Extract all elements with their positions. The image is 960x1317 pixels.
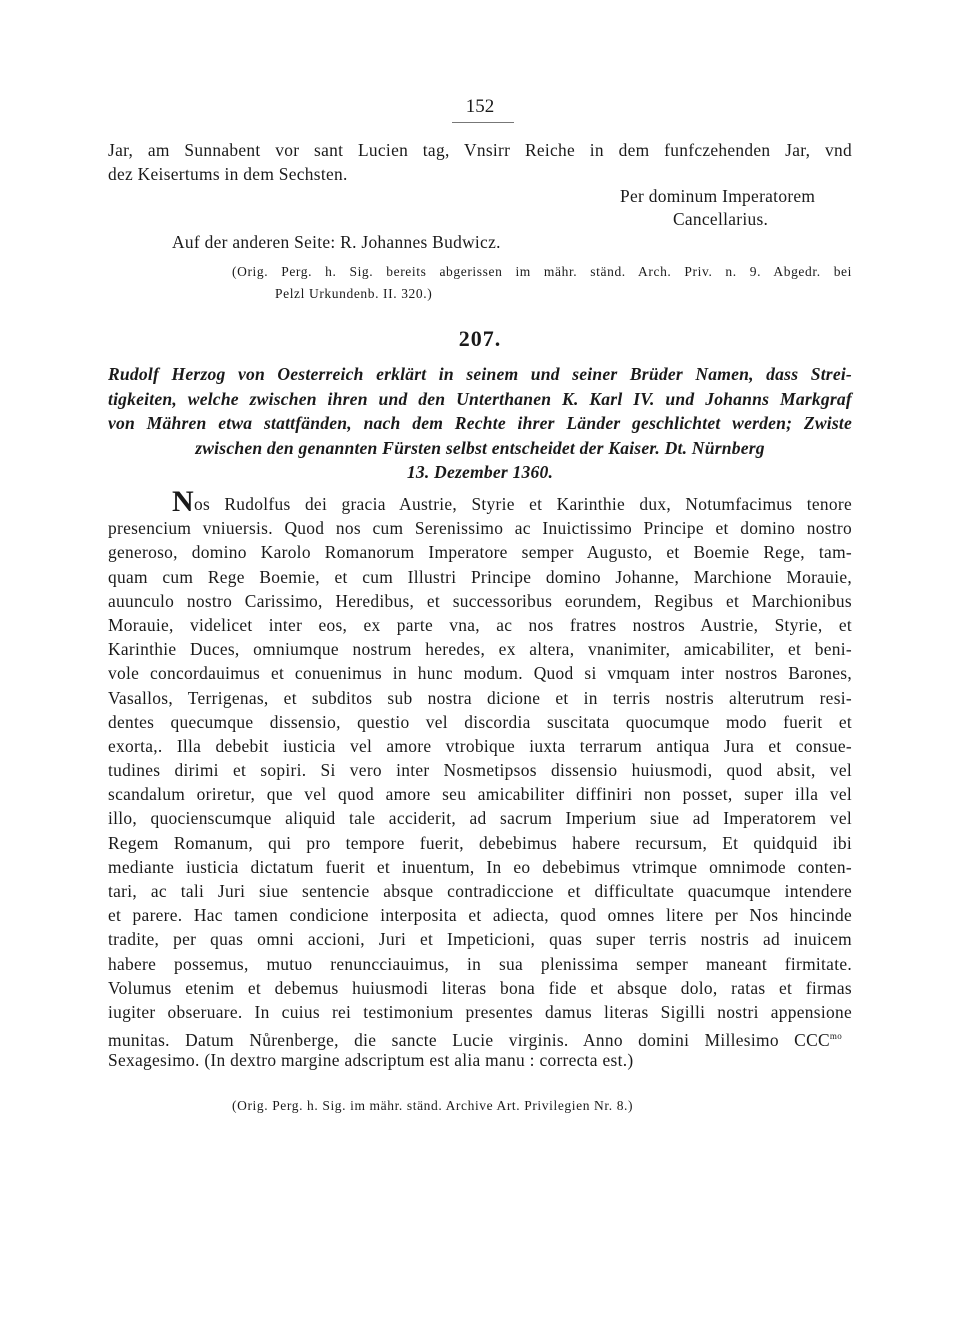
text-line: Sexagesimo. (In dextro margine adscriptum est alia manu : correcta est.) xyxy=(108,1050,634,1071)
page-number: 152 xyxy=(465,96,495,117)
text-line: Volumus etenim et debemus huiusmodi literas bona fide et absque dolo, ratas et firmas xyxy=(108,977,852,998)
text-line: quam cum Rege Boemie, et cum Illustri Principe domino Johanne, Marchione Morauie, xyxy=(108,566,852,587)
text-line: Vasallos, Terrigenas, et subditos sub nostra dicione et in terris nostris alterutrum resi- xyxy=(108,687,852,708)
text-line: habere possemus, mutuo renuncciauimus, in sua plenissima semper maneant firmitate. xyxy=(108,953,852,974)
text-line: illo, quocienscumque aliquid tale acciderit, ad sacrum Imperium siue ad Imperatorem vel xyxy=(108,808,852,829)
document-body xyxy=(108,485,852,1073)
text-line: Jar, am Sunnabent vor sant Lucien tag, Vnsirr Reiche in dem funfczehenden Jar, vnd xyxy=(108,140,852,160)
text-line: generoso, domino Karolo Romanorum Imperatore semper Augusto, et Boemie Rege, tam- xyxy=(108,542,852,563)
signature-per-dominum: Per dominum Imperatorem xyxy=(620,186,816,206)
document-number: 207. xyxy=(458,326,502,351)
signature-cancellarius: Cancellarius. xyxy=(673,209,769,229)
text-line: dez Keisertums in dem Sechsten. xyxy=(108,164,348,185)
text-line: Karinthie Duces, omniumque nostrum heredes, ex altera, vnanimiter, amicabiliter, et beni- xyxy=(108,639,852,660)
page-number-rule xyxy=(452,122,514,123)
text-line-first: Nos Rudolfus dei gracia Austrie, Styrie et Karinthie dux, Notumfacimus tenore xyxy=(172,485,852,518)
document-summary xyxy=(108,362,852,485)
text-line: auunculo nostro Carissimo, Heredibus, et successoribus eorundem, Regibus et Marchionibus xyxy=(108,590,852,611)
text-line: Regem Romanum, qui pro tempore fuerit, debebimus habere recursum, Et quidquid ibi xyxy=(108,832,852,853)
text-line: et parere. Hac tamen condicione interposita et adiecta, quod omnes litere per Nos hincinde xyxy=(108,905,852,926)
archive-note-line: (Orig. Perg. h. Sig. bereits abgerissen im mähr. ständ. Arch. Priv. n. 9. Abgedr. bei xyxy=(232,264,852,279)
other-side-note: Auf der anderen Seite: R. Johannes Budwicz. xyxy=(172,232,501,252)
text-line: tradite, per quas omni accioni, Juri et Impeticioni, quas super terris nostris ad inuicem xyxy=(108,929,852,950)
text-line: tari, ac tali Juri siue sentencie absque contradiccione et difficultate quacumque intendere xyxy=(108,881,852,901)
previous-document-text xyxy=(108,138,852,186)
summary-line: von Mähren etwa stattfänden, nach dem Rechte ihrer Länder geschlichtet werden; Zwiste xyxy=(108,413,852,433)
summary-date: 13. Dezember 1360. xyxy=(406,462,554,482)
text-line: dentes quecumque dissensio, questio vel discordia suscitata quocumque modo fuerit et xyxy=(108,711,852,732)
archive-note-line: Pelzl Urkundenb. II. 320.) xyxy=(275,286,433,301)
source-note: (Orig. Perg. h. Sig. im mähr. ständ. Archive Art. Privilegien Nr. 8.) xyxy=(232,1098,634,1113)
text-line: vole concordauimus et conuenimus in hunc modum. Quod si vmquam inter nostros Barones, xyxy=(108,663,852,684)
summary-line: tigkeiten, welche zwischen ihren und den Unterthanen K. Karl IV. und Johanns Markgraf xyxy=(108,388,852,409)
initial-letter: N xyxy=(172,485,194,518)
summary-line: Rudolf Herzog von Oesterreich erklärt in seinem und seiner Brüder Namen, dass Strei- xyxy=(108,364,852,384)
text-line: exorta,. Illa debebit iusticia vel amore vtrobique iuxta terrarum antiqua Jura et consue- xyxy=(108,735,852,756)
text-line-dated: munitas. Datum Nůrenberge, die sancte Lucie virginis. Anno domini Millesimo $CCC^{mo}$ xyxy=(108,1029,842,1050)
text-line: mediante iusticia dictatum fuerit et inuentum, In eo debebimus vtrimque omnimode conten- xyxy=(108,856,852,877)
text-line: presencium vniuersis. Quod nos cum Serenissimo ac Inuictissimo Principe et domino nostro xyxy=(108,518,852,539)
text-line: tudines dirimi et sopiri. Si vero inter Nosmetipsos dissensio huiusmodi, quod absit, vel xyxy=(108,760,852,781)
text-line: iugiter obseruare. In cuius rei testimonium presentes damus literas Sigilli nostri appensione xyxy=(108,1001,852,1022)
text-line: Morauie, videlicet inter eos, ex parte vna, ac nos fratres nostros Austrie, Styrie, et xyxy=(108,614,852,635)
superscript-mo: mo xyxy=(829,1031,842,1042)
text-line: scandalum oriretur, que vel quod amore seu amicabiliter diffiniri non posset, super illa vel xyxy=(108,784,852,805)
summary-line: zwischen den genannten Fürsten selbst entscheidet der Kaiser. Dt. Nürnberg xyxy=(195,437,765,458)
